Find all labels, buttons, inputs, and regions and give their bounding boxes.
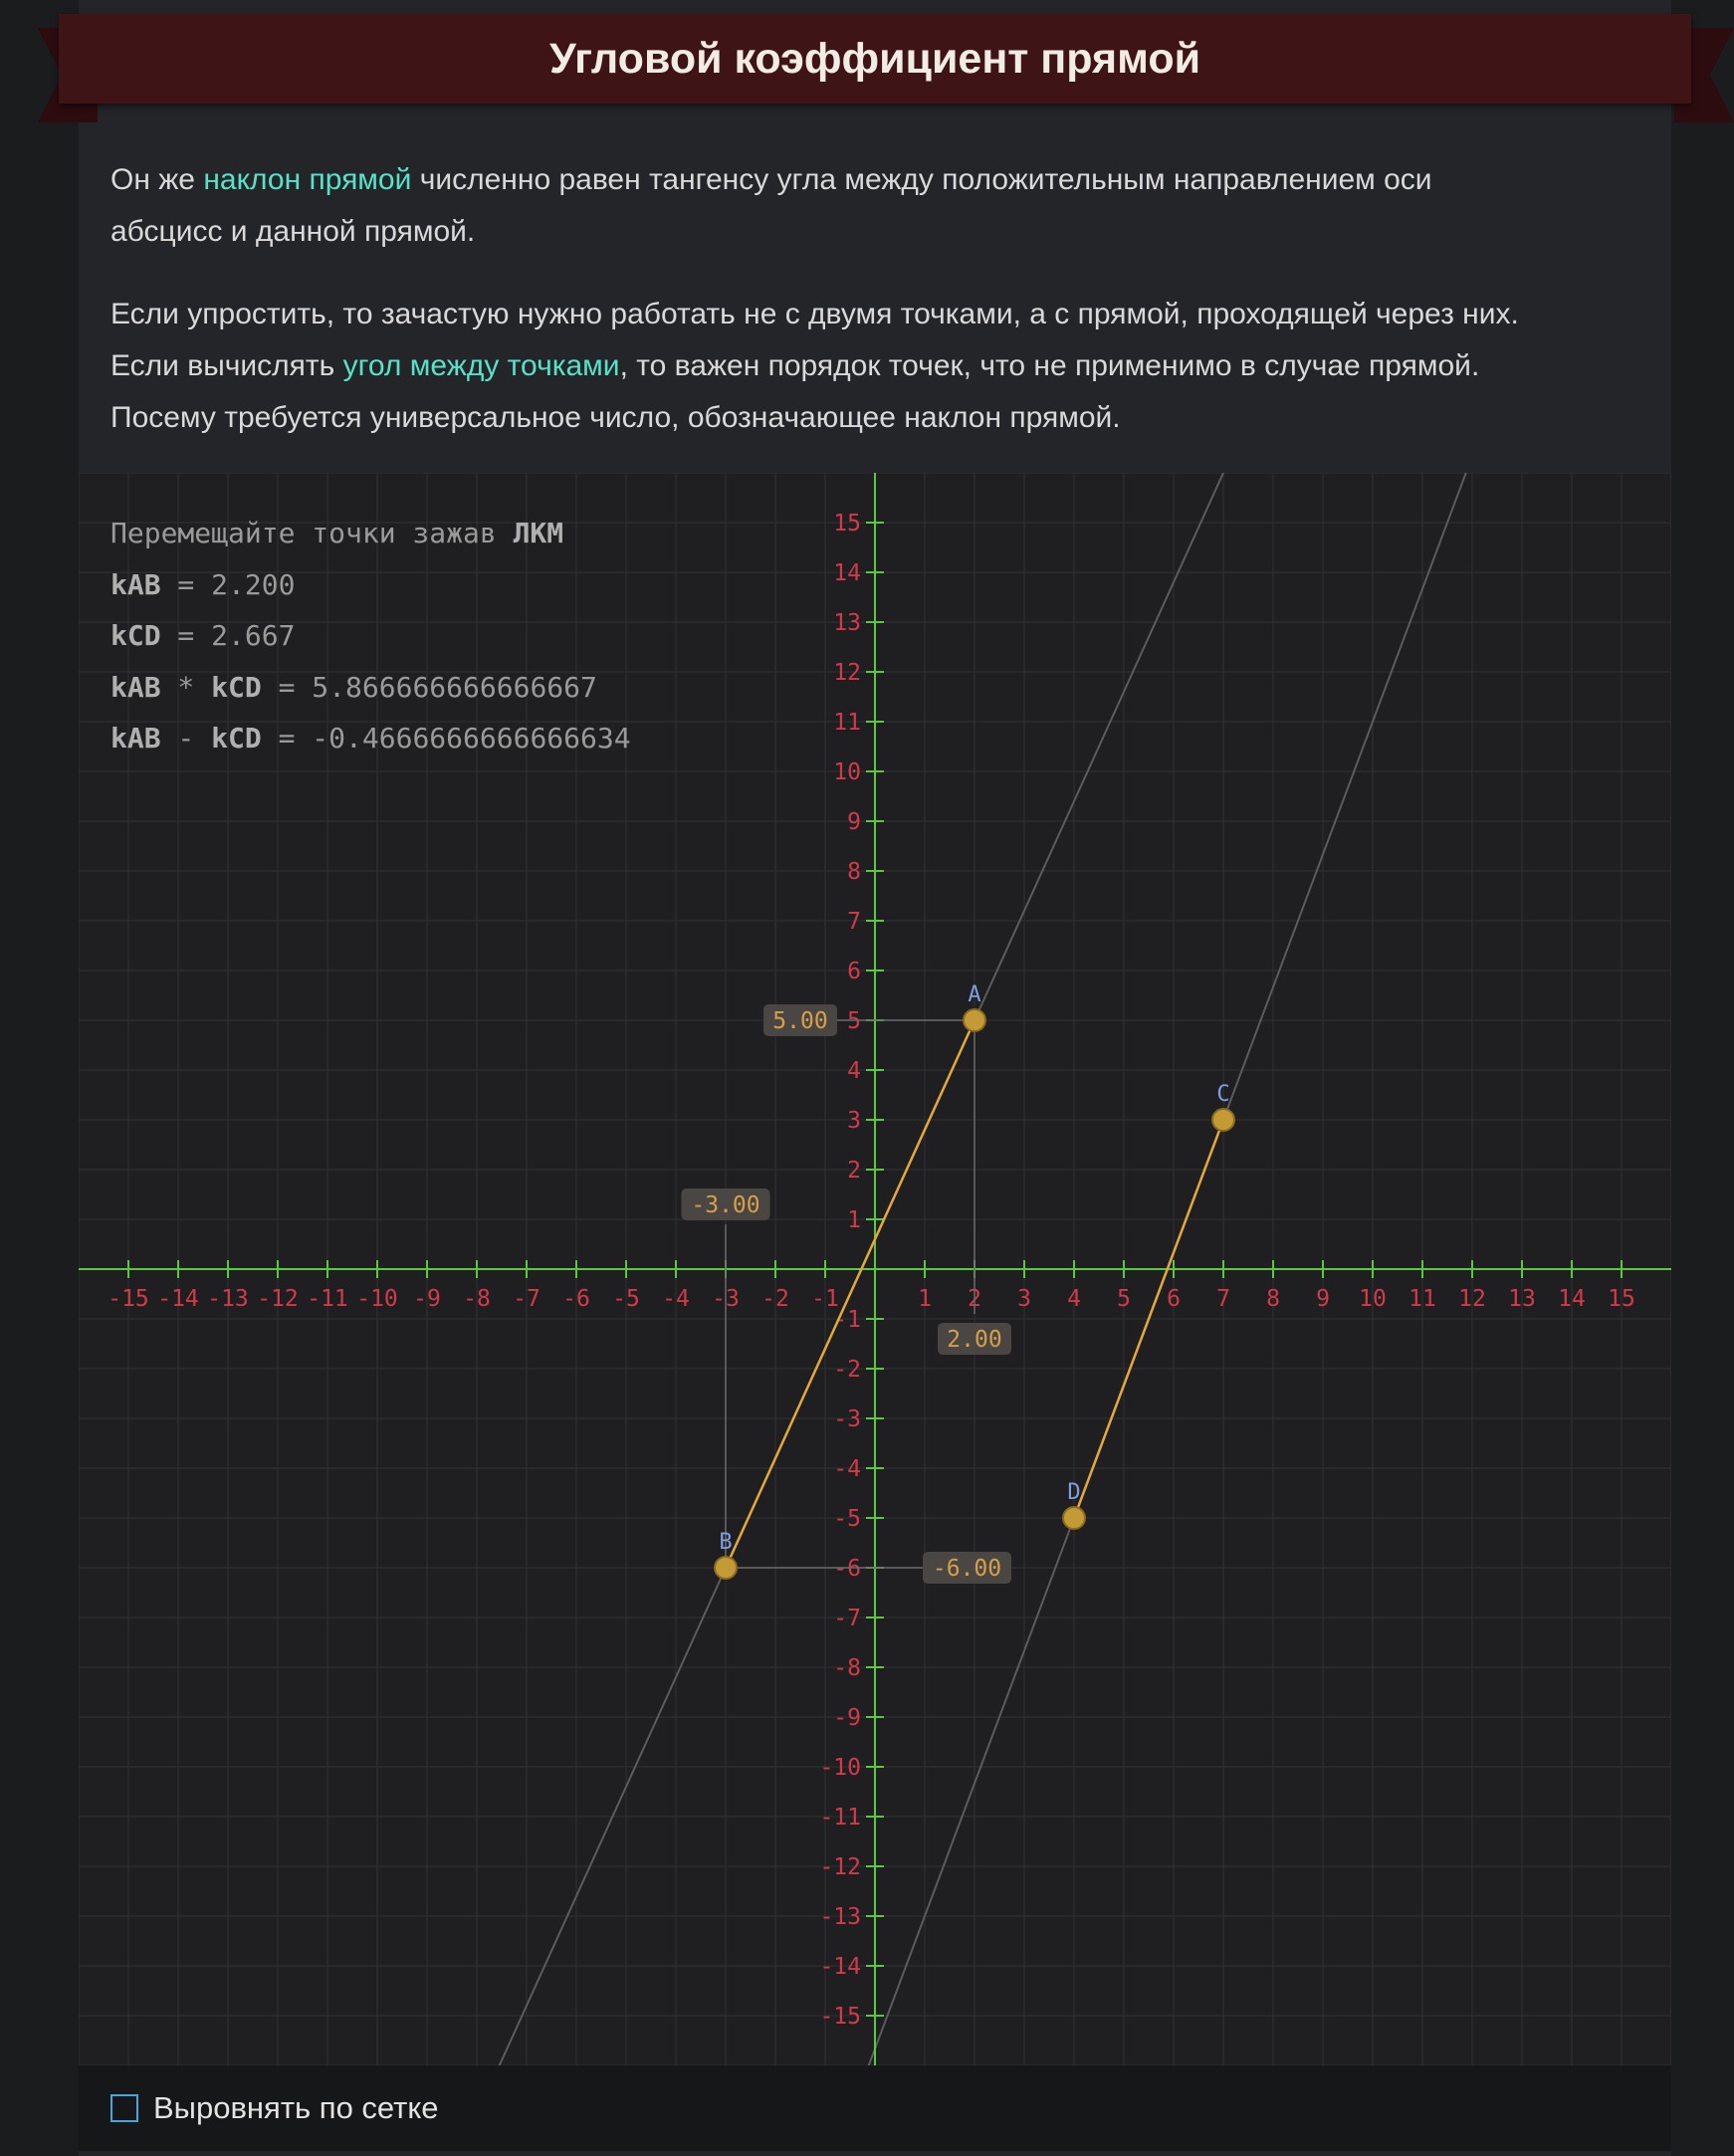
y-tick-label: 6 (847, 959, 861, 984)
point-b-handle[interactable] (715, 1557, 737, 1579)
x-tick-label: 12 (1458, 1286, 1486, 1312)
y-tick-label: 3 (847, 1108, 861, 1134)
x-tick-label: 14 (1558, 1286, 1586, 1312)
point-c-label: C (1216, 1082, 1230, 1107)
x-tick-label: 7 (1216, 1286, 1230, 1312)
snap-to-grid-checkbox[interactable] (110, 2094, 138, 2122)
coordinate-badge (682, 1188, 770, 1220)
y-tick-label: -9 (833, 1705, 861, 1731)
y-tick-label: -14 (819, 1954, 861, 1980)
intro-text: абсцисс и данной прямой. (110, 215, 476, 248)
intro-text: Если упростить, то зачастую нужно работать не с двумя точками, а с прямой, проходящей через них. (110, 298, 1519, 330)
intro-text: численно равен тангенсу угла между положительным направлением оси (411, 163, 1432, 196)
y-tick-label: 12 (833, 660, 861, 686)
x-tick-label: -10 (356, 1286, 398, 1312)
badge-value: -3.00 (691, 1192, 760, 1218)
intro-paragraph-2 (110, 289, 1643, 444)
badge-value: 2.00 (947, 1327, 1002, 1353)
x-tick-label: 10 (1359, 1286, 1387, 1312)
point-d-handle[interactable] (1063, 1507, 1085, 1529)
slope-link[interactable]: наклон прямой (203, 163, 412, 196)
x-tick-label: -1 (811, 1286, 839, 1312)
product-readout: kAB * kCD = 5.866666666666667 (110, 670, 597, 704)
title-ribbon (59, 14, 1691, 104)
badge-value: -6.00 (932, 1556, 1002, 1582)
y-tick-label: 5 (847, 1008, 861, 1034)
y-tick-label: 1 (847, 1207, 861, 1233)
x-tick-label: 15 (1608, 1286, 1635, 1312)
difference-readout: kAB - kCD = -0.4666666666666634 (110, 722, 631, 755)
intro-paragraph-1 (110, 154, 1643, 258)
x-tick-label: -12 (257, 1286, 299, 1312)
y-tick-label: -2 (833, 1357, 861, 1383)
kab-readout: kAB = 2.200 (110, 567, 296, 601)
x-tick-label: -11 (307, 1286, 348, 1312)
intro-text: Он же (110, 163, 204, 196)
y-tick-label: 11 (833, 710, 861, 736)
x-tick-label: 1 (918, 1286, 932, 1312)
x-tick-label: -7 (513, 1286, 541, 1312)
x-tick-label: 5 (1117, 1286, 1131, 1312)
options-bar (79, 2065, 1671, 2151)
page-title: Угловой коэффициент прямой (548, 34, 1201, 83)
point-a-handle[interactable] (964, 1009, 985, 1031)
y-tick-label: 4 (847, 1058, 861, 1084)
info-panel (110, 508, 631, 764)
y-tick-label: -11 (819, 1805, 861, 1831)
x-tick-label: 8 (1266, 1286, 1280, 1312)
badge-value: 5.00 (772, 1008, 828, 1034)
x-tick-label: -8 (463, 1286, 491, 1312)
x-tick-label: -5 (612, 1286, 640, 1312)
y-tick-label: -3 (833, 1406, 861, 1432)
x-tick-label: -9 (413, 1286, 441, 1312)
intro-text: Если вычислять (110, 349, 343, 382)
intro-text: Посему требуется универсальное число, обозначающее наклон прямой. (110, 401, 1121, 434)
x-tick-label: 11 (1409, 1286, 1436, 1312)
y-tick-label: 15 (833, 511, 861, 537)
coordinate-badge (938, 1323, 1011, 1355)
y-tick-label: 7 (847, 909, 861, 935)
coordinate-badge (923, 1552, 1011, 1584)
y-tick-label: -4 (833, 1456, 861, 1482)
point-b-label: B (719, 1530, 733, 1555)
point-a-label: A (968, 982, 981, 1007)
x-tick-label: -13 (207, 1286, 249, 1312)
y-tick-label: -7 (833, 1606, 861, 1631)
y-tick-label: -6 (833, 1556, 861, 1582)
x-tick-label: 4 (1067, 1286, 1081, 1312)
kcd-readout: kCD = 2.667 (110, 619, 296, 652)
snap-to-grid-label[interactable]: Выровнять по сетке (153, 2090, 439, 2125)
point-c-handle[interactable] (1212, 1109, 1234, 1131)
projection-b (726, 1224, 935, 1568)
intro-text: , то важен порядок точек, что не применимо в случае прямой. (619, 349, 1480, 382)
y-tick-label: 8 (847, 859, 861, 885)
x-tick-label: 9 (1316, 1286, 1330, 1312)
y-tick-label: 2 (847, 1158, 861, 1184)
x-tick-label: 6 (1167, 1286, 1181, 1312)
y-tick-label: -8 (833, 1655, 861, 1681)
x-tick-label: -14 (157, 1286, 199, 1312)
x-tick-label: 3 (1017, 1286, 1031, 1312)
x-tick-label: 13 (1508, 1286, 1536, 1312)
x-tick-label: -15 (108, 1286, 149, 1312)
coordinate-badge (763, 1004, 837, 1036)
y-tick-label: -13 (819, 1904, 861, 1930)
x-tick-label: -2 (761, 1286, 789, 1312)
x-tick-label: 2 (968, 1286, 981, 1312)
y-tick-label: 9 (847, 809, 861, 835)
y-tick-label: 14 (833, 560, 861, 586)
x-tick-label: -3 (712, 1286, 740, 1312)
y-tick-label: -5 (833, 1506, 861, 1532)
y-tick-label: 10 (833, 759, 861, 785)
y-tick-label: -1 (833, 1307, 861, 1333)
x-tick-label: -4 (662, 1286, 690, 1312)
y-tick-label: -10 (819, 1755, 861, 1781)
y-tick-label: -12 (819, 1854, 861, 1880)
drag-hint: Перемещайте точки зажав ЛКМ (110, 517, 564, 549)
y-tick-label: -15 (819, 2004, 861, 2030)
point-d-label: D (1067, 1480, 1081, 1505)
y-tick-label: 13 (833, 610, 861, 636)
angle-between-points-link[interactable]: угол между точками (342, 349, 620, 382)
x-tick-label: -6 (562, 1286, 590, 1312)
